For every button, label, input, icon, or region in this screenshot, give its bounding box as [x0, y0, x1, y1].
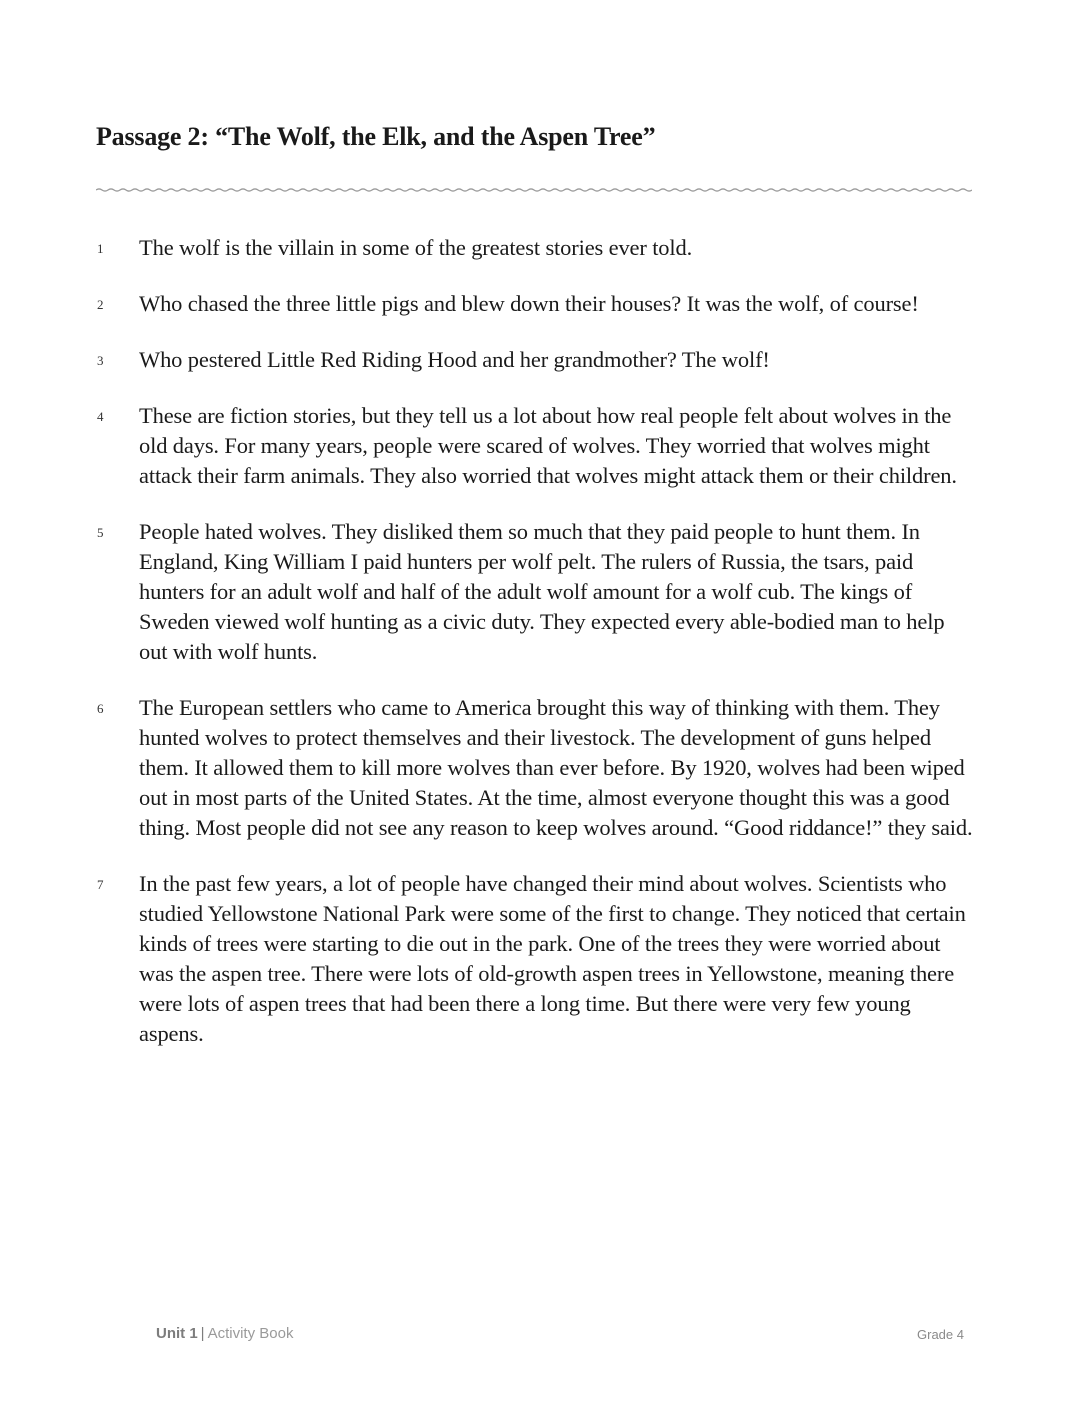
paragraph-number: 1 [97, 241, 104, 256]
paragraph-number: 3 [97, 353, 104, 368]
paragraph-5 [0, 517, 1088, 667]
footer-separator: | [200, 1325, 205, 1342]
page-title: Passage 2: “The Wolf, the Elk, and the Aspen Tree” [96, 122, 656, 151]
footer-unit-label [156, 1325, 293, 1342]
paragraph-text: Who chased the three little pigs and blew down their houses? It was the wolf, of course! [139, 291, 919, 316]
footer-unit: Unit 1 [156, 1325, 198, 1342]
paragraph-number: 2 [97, 297, 104, 312]
paragraph-4 [0, 401, 1088, 491]
paragraph-number: 7 [97, 877, 104, 892]
paragraph-2 [0, 289, 1088, 319]
paragraph-number: 6 [97, 701, 104, 716]
paragraph-1 [0, 233, 1088, 263]
paragraph-6 [0, 693, 1088, 843]
paragraph-7 [0, 869, 1088, 1049]
paragraph-text: These are fiction stories, but they tell us a lot about how real people felt about wolves in the old days. For many years, people were scared of wolves. They worried that wolves might attack their farm animals. They also worried that wolves might attack them or their children. [139, 403, 957, 488]
paragraph-text: Who pestered Little Red Riding Hood and her grandmother? The wolf! [139, 347, 770, 372]
paragraph-number: 4 [97, 409, 104, 424]
footer-book: Activity Book [207, 1325, 294, 1342]
paragraph-3 [0, 345, 1088, 375]
paragraph-text: The European settlers who came to America brought this way of thinking with them. They hunted wolves to protect themselves and their livestock. The development of guns helped them. It allowed them to kill more wolves than ever before. By 1920, wolves had been wiped out in most parts of the United States. At the time, almost everyone thought this was a good thing. Most people did not see any reason to keep wolves around. “Good riddance!” they said. [139, 695, 973, 840]
passage-body [0, 233, 1088, 1075]
paragraph-text: The wolf is the villain in some of the greatest stories ever told. [139, 235, 693, 260]
footer-grade: Grade 4 [917, 1327, 964, 1342]
paragraph-number: 5 [97, 525, 104, 540]
paragraph-text: In the past few years, a lot of people have changed their mind about wolves. Scientists who studied Yellowstone National Park were some of the first to change. They noticed that certain kinds of trees were starting to die out in the park. One of the trees they were worried about was the aspen tree. There were lots of old-growth aspen trees in Yellowstone, meaning there were lots of aspen trees that had been there a long time. But there were very few young aspens. [139, 871, 966, 1046]
wavy-divider [96, 184, 972, 196]
paragraph-text: People hated wolves. They disliked them so much that they paid people to hunt them. In England, King William I paid hunters per wolf pelt. The rulers of Russia, the tsars, paid hunters for an adult wolf and half of the adult wolf amount for a wolf cub. The kings of Sweden viewed wolf hunting as a civic duty. They expected every able-bodied man to help out with wolf hunts. [139, 519, 945, 664]
